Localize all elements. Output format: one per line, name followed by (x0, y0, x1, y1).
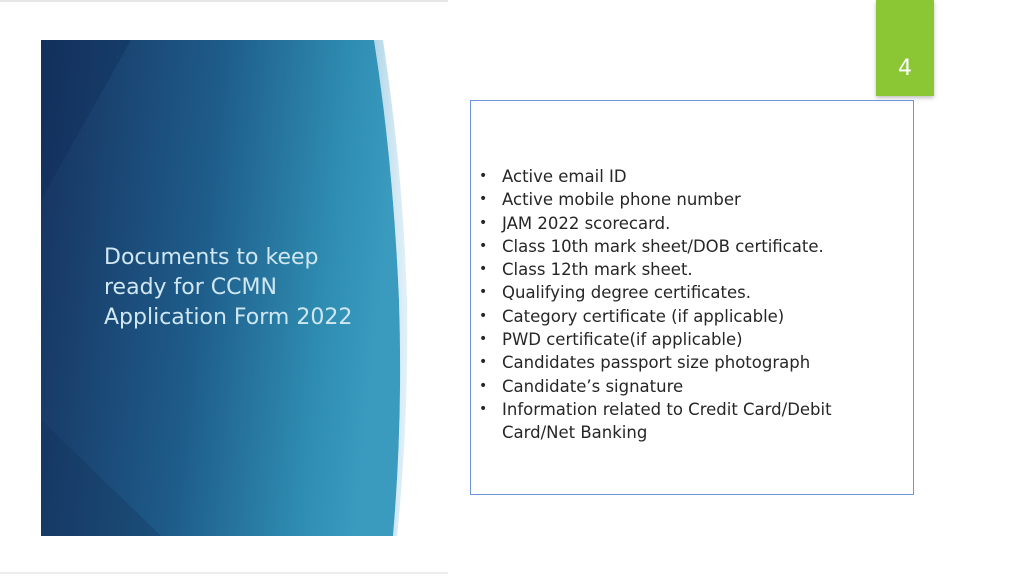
list-item (477, 258, 907, 281)
bullet-icon: • (479, 237, 488, 254)
list-item-text: PWD certificate(if applicable) (502, 330, 743, 350)
title-panel (41, 40, 421, 536)
list-item (477, 328, 907, 351)
list-item (477, 235, 907, 258)
list-item-text: Active email ID (502, 167, 627, 186)
slide-title: Documents to keep ready for CCMN Application Form 2022 (104, 245, 353, 330)
list-item (477, 188, 907, 211)
bullet-icon: • (479, 214, 488, 231)
bullet-icon: • (479, 307, 488, 324)
list-item-text: Category certificate (if applicable) (502, 306, 785, 326)
list-item (477, 305, 907, 328)
list-item-text: Candidate’s signature (502, 376, 684, 396)
documents-box (470, 100, 914, 495)
page-number: 4 (898, 56, 912, 81)
bullet-icon: • (479, 261, 488, 278)
list-item (477, 165, 907, 188)
bullet-icon: • (479, 191, 488, 208)
documents-list (477, 165, 907, 445)
list-item-text: Active mobile phone number (502, 190, 741, 210)
list-item-text: JAM 2022 scorecard. (502, 213, 671, 233)
list-item-text: Class 12th mark sheet. (502, 260, 693, 280)
list-item-text: Qualifying degree certificates. (502, 283, 751, 303)
list-item (477, 398, 907, 445)
list-item-text: Information related to Credit Card/Debit Card/Net Banking (502, 399, 832, 443)
list-item (477, 212, 907, 235)
bullet-icon: • (479, 377, 488, 394)
bullet-icon: • (479, 168, 488, 184)
list-item (477, 351, 907, 374)
list-item-text: Candidates passport size photograph (502, 353, 811, 373)
list-item (477, 281, 907, 304)
top-divider (0, 0, 448, 2)
bottom-divider (0, 572, 448, 574)
list-item-text: Class 10th mark sheet/DOB certificate. (502, 236, 824, 256)
bullet-icon: • (479, 354, 488, 371)
bullet-icon: • (479, 284, 488, 301)
bullet-icon: • (479, 331, 488, 348)
page-number-tab (876, 0, 934, 96)
bullet-icon: • (479, 400, 488, 417)
list-item (477, 375, 907, 398)
